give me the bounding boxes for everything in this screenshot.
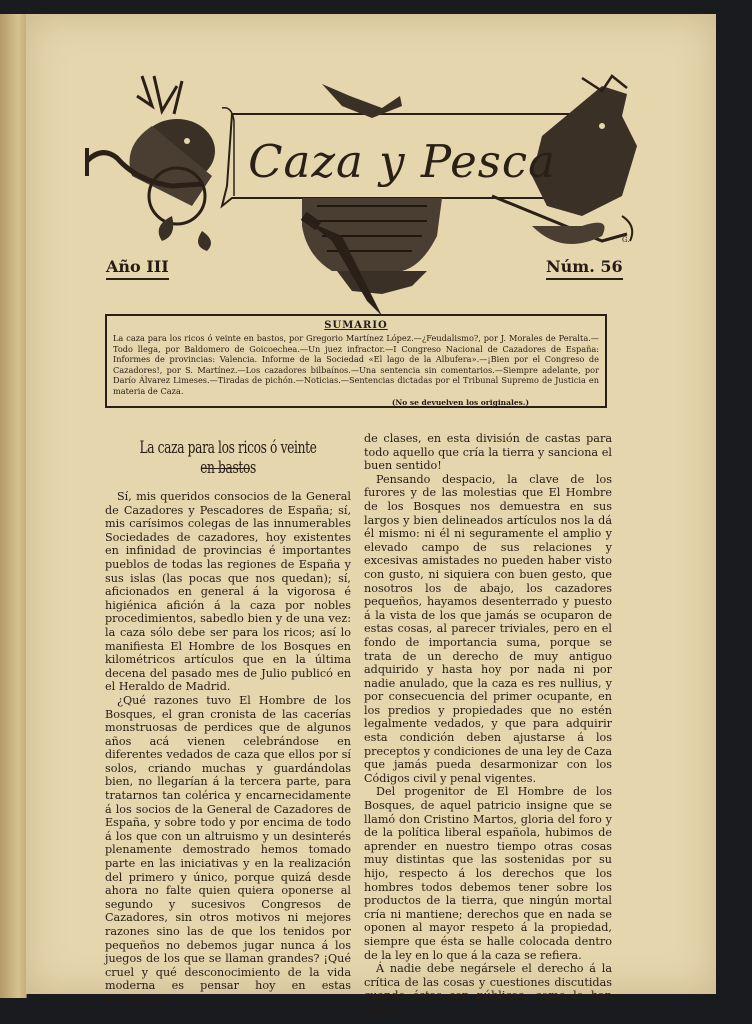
bird-icon [322,84,402,118]
article-paragraph: Del progenitor de El Hombre de los Bosques, de aquel patricio insigne que se llamó don Cristino Martos, gloria del foro y de la política liberal española, hubimos de aprender en nuestro tiempo otras cosas muy distintas que las sostenidas por su hijo, respecto á los derechos que los hombres todos debemos tener sobre los productos de la tierra, que ningún mortal cría ni mantiene; derechos que en nada se oponen al mayor respeto á la propiedad, siempre que ésta se halle colocada dentro de la ley en lo que á la caza se refiera. [364,785,612,962]
article-column-right [364,432,612,1017]
summary-box [105,314,607,408]
article-paragraph: Pensando despacio, la clave de los furores y de las molestias que El Hombre de los Bosques nos demuestra en sus largos y bien delineados artículos nos la dá él mismo: ni él ni seguramente el amplio y elevado campo de sus relaciones y excesivas amistades no pueden haber visto con gusto, ni siquiera con buen gesto, que nosotros los de abajo, los cazadores pequeños, hayamos desenterrado y puesto á la vista de los que jamás se ocuparon de estas cosas, al parecer triviales, pero en el fondo de importancia suma, porque se trata de un derecho de muy antiguo adquirido y hasta hoy por nada ni por nadie anulado, que la caza es res nullius, y por consecuencia del primer ocupante, en los predios y propiedades que no estén legalmente vedados, y que para adquirir esta condición deben ajustarse á los preceptos y condiciones de una ley de Caza que jamás pueda desarmonizar con los Códigos civil y penal vigentes. [364,472,612,785]
summary-body: La caza para los ricos ó veinte en bastos, por Gregorio Martínez López.—¿Feudalismo?, por J. Morales de Peralta.—Todo llega, por Baldomero de Goicoechea.—Un juez infractor.—I Congreso Nacional de Cazadores de España: Informes de provincias: Valencia. Informe de la Sociedad «El lago de la Albufera».—¡Bien por el Congreso de Cazadores!, por S. Martínez.—Los cazadores bilbaínos.—Una sentencia sin comentarios.—Siempre adelante, por Darío Álvarez Limeses.—Tiradas de pichón.—Noticias.—Sentencias dictadas por el Tribunal Supremo de Justicia en materia de Caza. [113,333,599,396]
newspaper-page [26,14,716,1016]
volume-year-label: Año III [106,257,169,280]
article-paragraph: ¿Qué razones tuvo El Hombre de los Bosques, el gran cronista de las cacerías monstruosas de perdices que de algunos años acá vienen celebrándose en diferentes vedados de caza que ellos por sí solos, criando muchas y guardándolas bien, no llegarían á la tercera parte, para tratarnos tan colérica y encarnecidamente á los socios de la General de Cazadores de España, y sobre todo y por encima de todo á los que con un altruismo y un desinterés plenamente demostrado hemos tomado parte en las iniciativas y en la realización del primero y único, porque quizá desde ahora no falte quien quiera oponerse al segundo y sucesivos Congresos de Cazadores, sin otros motivos ni mejores razones sino las de que los tenidos por pequeños no debemos jugar nunca á los juegos de los que se llaman grandes? ¡Qué cruel y qué desconocimiento de la vida moderna es pensar hoy en estas diferencias [105,693,351,1006]
summary-note: (No se devuelven los originales.) [391,398,529,407]
article-paragraph: de clases, en esta división de castas para todo aquello que cría la tierra y sanciona el buen sentido! [364,432,612,473]
article-title: La caza para los ricos ó veinte en bastos [139,438,317,478]
previous-page-edge [0,14,27,998]
artist-mark: G. [622,236,630,244]
article-paragraph: Á nadie debe negársele el derecho á la crítica de las cosas y cuestiones discutidas cuando éstas son públicas, como lo han sido el [364,962,612,1016]
article-column-left [105,490,351,1007]
masthead [82,66,642,321]
title-divider [202,468,250,469]
masthead-title: Caza y Pesca [248,134,556,188]
game-bag-icon [302,198,442,294]
issue-number-label: Núm. 56 [546,257,623,280]
summary-heading: SUMARIO [324,320,388,331]
article-paragraph: Sí, mis queridos consocios de la General de Cazadores y Pescadores de España; sí, mis carísimos colegas de las innumerables Sociedades de cazadores, hoy existentes en infinidad de provincias é importantes pueblos de todas las regiones de España y sus islas (las pocas que nos quedan); sí, aficionados en general á la vigorosa é higiénica afición á la caza por nobles procedimientos, sabedlo bien y de una vez: la caza sólo debe ser para los ricos; así lo manifiesta El Hombre de los Bosques en kilométricos artículos que en la última decena del pasado mes de Julio publicó en el Heraldo de Madrid. [105,490,351,694]
